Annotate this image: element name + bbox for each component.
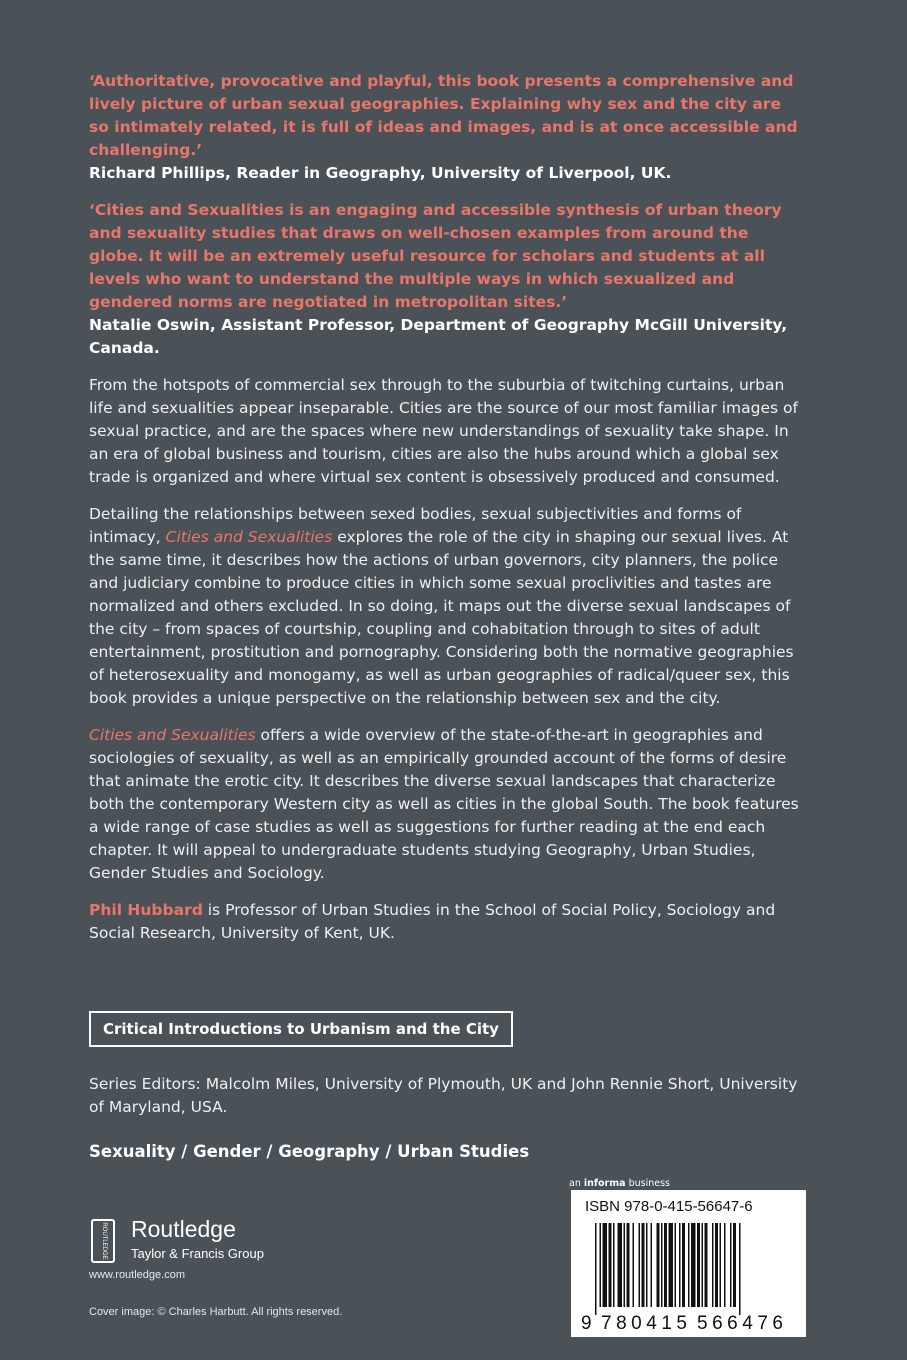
barcode-bar xyxy=(715,1223,718,1307)
barcode-bar xyxy=(739,1223,741,1315)
barcode-bar xyxy=(624,1223,626,1307)
barcode-digit-first: 9 xyxy=(581,1313,592,1333)
barcode-bars xyxy=(595,1223,741,1315)
informa-business-line xyxy=(569,1178,670,1189)
publisher-group: Taylor & Francis Group xyxy=(131,1246,264,1261)
barcode-bar xyxy=(724,1223,726,1307)
logo-mark-text: ROUTLEDGE xyxy=(101,1222,107,1260)
paragraph-2-intro: Detailing the relationships between sexed bodies, sexual subjectivities and forms of intimacy, xyxy=(89,505,742,546)
review-attribution-2: Natalie Oswin, Assistant Professor, Department of Geography McGill University, Canada. xyxy=(89,316,788,357)
barcode-bar xyxy=(691,1223,696,1307)
routledge-logo-icon xyxy=(88,1218,118,1264)
author-name: Phil Hubbard xyxy=(89,901,203,919)
review-quote-1: ‘Authoritative, provocative and playful, this book presents a comprehensive and lively picture of urban sexual geographies. Explaining why sex and the city are so intimately related, it is full of ideas and images, and is at once accessible and challenging.’ xyxy=(89,72,798,159)
barcode-bar xyxy=(712,1223,714,1307)
paragraph-3-rest: offers a wide overview of the state-of-the-art in geographies and sociologies of sexuality, as well as an empirically grounded account of the forms of desire that animate the erotic city. It describes the diverse sexual landscapes that characterize both the contemporary Western city as well as cities in the global South. The book features a wide range of case studies as well as suggestions for further reading at the end each chapter. It will appeal to undergraduate students studying Geography, Urban Studies, Gender Studies and Sociology. xyxy=(89,726,799,882)
author-bio-text: is Professor of Urban Studies in the School of Social Policy, Sociology and Social Research, University of Kent, UK. xyxy=(89,901,776,942)
barcode-image xyxy=(581,1223,796,1333)
barcode-bar xyxy=(669,1223,674,1307)
barcode-bar xyxy=(600,1223,602,1307)
barcode-bar xyxy=(682,1223,685,1307)
subject-categories: Sexuality / Gender / Geography / Urban Studies xyxy=(89,1142,530,1161)
book-title-italic: Cities and Sexualities xyxy=(165,528,333,546)
book-title-italic: Cities and Sexualities xyxy=(89,726,256,744)
barcode-bar xyxy=(705,1223,708,1307)
barcode-bar xyxy=(688,1223,690,1307)
series-editors: Series Editors: Malcolm Miles, University of Plymouth, UK and John Rennie Short, University of Maryland, USA. xyxy=(89,1075,798,1116)
series-title-box: Critical Introductions to Urbanism and the City xyxy=(89,1011,513,1047)
barcode-bar xyxy=(697,1223,700,1307)
barcode-bar xyxy=(733,1223,736,1307)
barcode-bar xyxy=(730,1223,732,1307)
barcode-bar xyxy=(613,1223,615,1307)
barcode-digits-right: 566476 xyxy=(697,1313,783,1333)
review-quote-2: ‘Cities and Sexualities is an engaging and accessible synthesis of urban theory and sexuality studies that draws on well-chosen examples from around the globe. It will be an extremely useful resource for scholars and students at all levels who want to understand the multiple ways in which sexualized and gendered norms are negotiated in metropolitan sites.’ xyxy=(89,201,782,311)
barcode-digits-left: 780415 xyxy=(601,1313,687,1333)
informa-prefix: an xyxy=(569,1178,584,1189)
barcode-panel xyxy=(571,1190,806,1337)
barcode-bar xyxy=(618,1223,623,1307)
review-attribution-1: Richard Phillips, Reader in Geography, University of Liverpool, UK. xyxy=(89,164,672,182)
barcode-bar xyxy=(661,1223,663,1307)
back-cover-text xyxy=(89,70,805,959)
informa-brand: informa xyxy=(583,1178,626,1189)
description-paragraph-2 xyxy=(89,503,805,710)
description-paragraph-3 xyxy=(89,724,805,885)
author-bio xyxy=(89,899,805,945)
barcode-bar xyxy=(639,1223,641,1307)
barcode-bar xyxy=(675,1223,677,1307)
barcode-bar xyxy=(603,1223,608,1307)
publisher-url: www.routledge.com xyxy=(89,1269,185,1281)
paragraph-2-rest: explores the role of the city in shaping our sexual lives. At the same time, it describes how the actions of urban governors, city planners, the police and judiciary combine to produce cities in which some sexual proclivities and tastes are normalized and others excluded. In so doing, it maps out the diverse sexual landscapes of the city – from spaces of courtship, coupling and cohabitation through to sites of adult entertainment, prostitution and pornography. Considering both the normative geographies of heterosexuality and monogamy, as well as urban geographies of radical/queer sex, this book provides a unique perspective on the relationship between sex and the city. xyxy=(89,528,794,707)
publisher-name: Routledge xyxy=(131,1216,236,1242)
description-paragraph-1: From the hotspots of commercial sex through to the suburbia of twitching curtains, urban life and sexualities appear inseparable. Cities are the source of our most familiar images of sexual practice, and are the spaces where new understandings of sexuality take shape. In an era of global business and tourism, cities are also the hubs around which a global sex trade is organized and where virtual sex content is obsessively produced and consumed. xyxy=(89,376,798,486)
barcode-bar xyxy=(609,1223,612,1307)
barcode-bar xyxy=(627,1223,630,1307)
barcode-bar xyxy=(633,1223,635,1307)
barcode-bar xyxy=(664,1223,667,1307)
barcode-bar xyxy=(679,1223,681,1307)
barcode-bar xyxy=(595,1223,597,1315)
barcode-bar xyxy=(720,1223,722,1307)
informa-suffix: business xyxy=(625,1178,670,1189)
isbn-number: ISBN 978-0-415-56647-6 xyxy=(585,1198,753,1215)
barcode-bar xyxy=(651,1223,653,1307)
barcode-bar xyxy=(646,1223,648,1307)
barcode-bar xyxy=(642,1223,645,1307)
barcode-bar xyxy=(657,1223,660,1307)
cover-image-credit: Cover image: © Charles Harbutt. All rights reserved. xyxy=(89,1306,343,1318)
barcode-bar xyxy=(702,1223,704,1307)
